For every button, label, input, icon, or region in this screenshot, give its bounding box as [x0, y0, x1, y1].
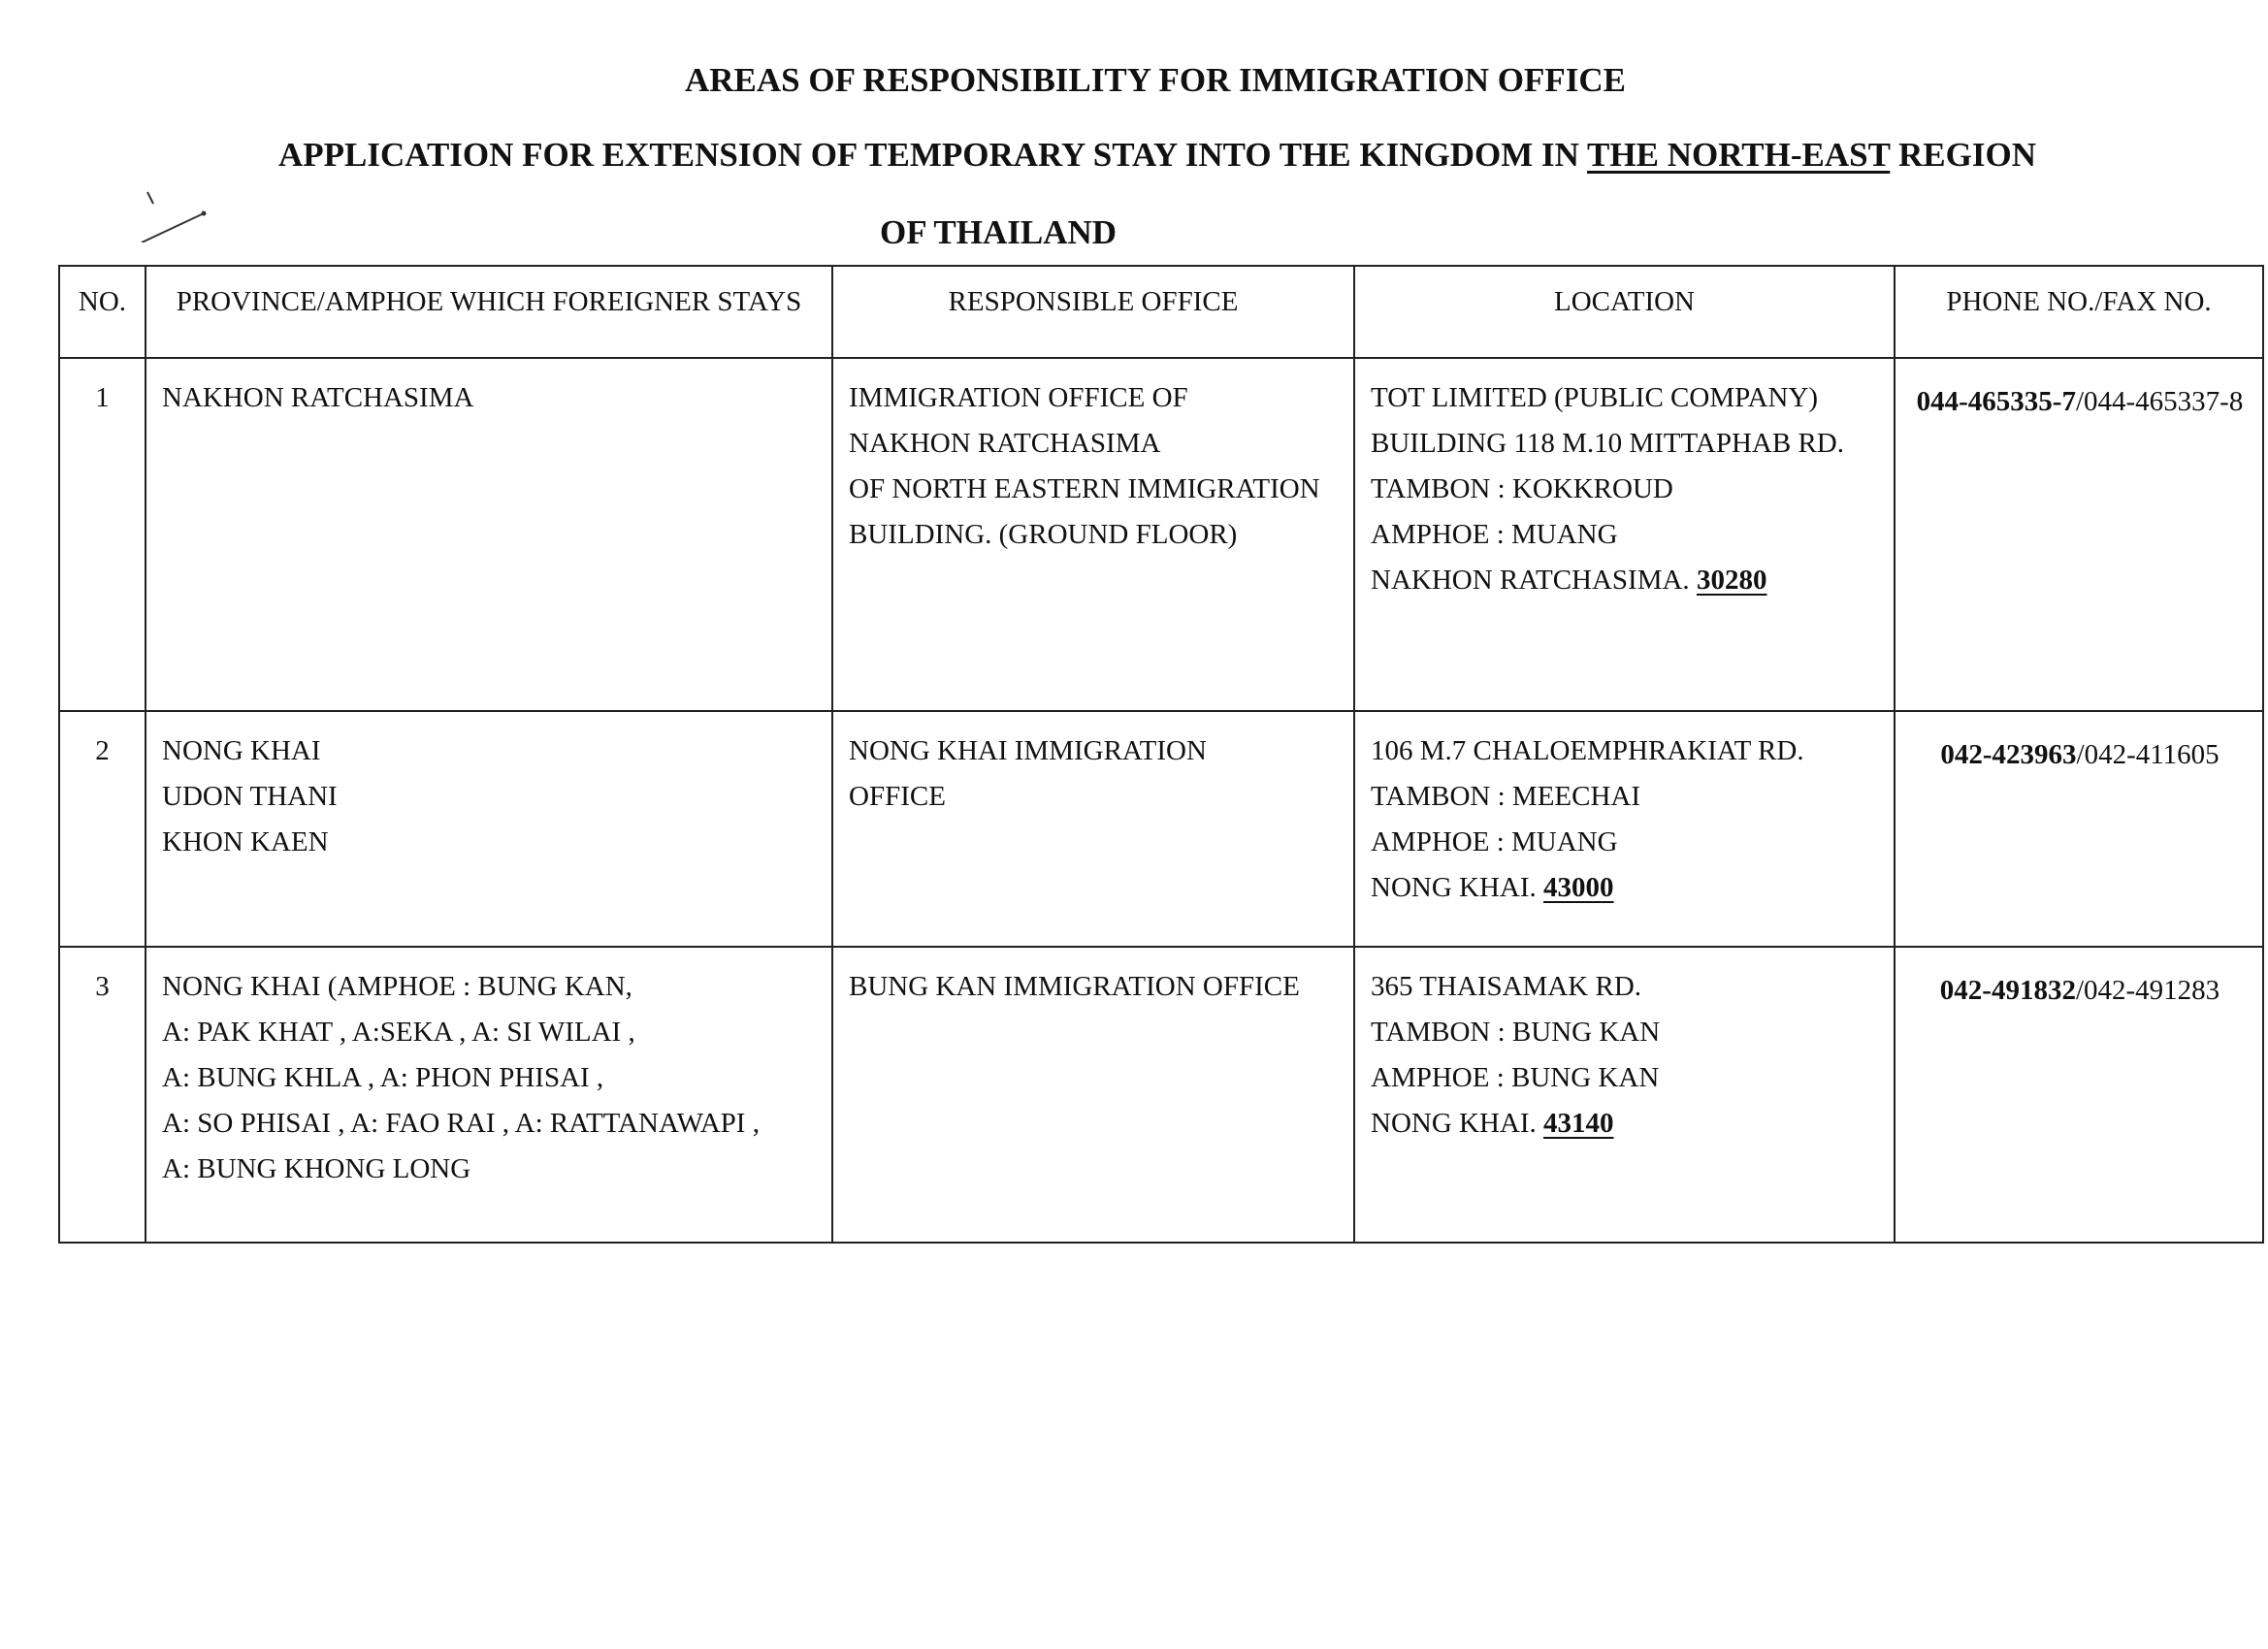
phone-number: 044-465335-7 — [1916, 386, 2076, 417]
province-line: KHON KAEN — [162, 826, 329, 857]
location-line — [1371, 858, 1880, 918]
document-title: AREAS OF RESPONSIBILITY FOR IMMIGRATION OFFICE — [684, 61, 1627, 99]
office-line: IMMIGRATION OFFICE OF — [849, 382, 1188, 413]
province-cell — [146, 711, 832, 947]
location-line: AMPHOE : BUNG KAN — [1371, 1062, 1660, 1093]
location-line: TOT LIMITED (PUBLIC COMPANY) — [1371, 382, 1819, 413]
office-line: NONG KHAI IMMIGRATION — [849, 735, 1207, 766]
row-number: 3 — [59, 947, 146, 1243]
province-line: A: SO PHISAI , A: FAO RAI , A: RATTANAWAPI , — [162, 1108, 760, 1139]
office-line: NAKHON RATCHASIMA — [849, 428, 1161, 459]
province-line: A: PAK KHAT , A:SEKA , A: SI WILAI , — [162, 1017, 635, 1048]
header-office: RESPONSIBLE OFFICE — [832, 266, 1354, 358]
office-line: BUILDING. (GROUND FLOOR) — [849, 519, 1238, 550]
province-cell — [146, 358, 832, 711]
province-line: NONG KHAI — [162, 735, 321, 766]
postcode: 43000 — [1543, 872, 1614, 903]
fax-number: /044-465337-8 — [2075, 386, 2244, 417]
location-cell — [1354, 947, 1895, 1243]
postcode: 30280 — [1696, 565, 1767, 596]
location-city: NAKHON RATCHASIMA. — [1371, 565, 1697, 596]
province-line: NAKHON RATCHASIMA — [162, 382, 474, 413]
immigration-office-table — [58, 265, 2264, 1244]
subtitle-prefix: APPLICATION FOR EXTENSION OF TEMPORARY STAY INTO THE KINGDOM IN — [277, 136, 1588, 174]
location-city: NONG KHAI. — [1371, 1108, 1544, 1139]
location-line: 365 THAISAMAK RD. — [1371, 971, 1642, 1002]
location-city: NONG KHAI. — [1371, 872, 1544, 903]
row-number: 1 — [59, 358, 146, 711]
fax-number: /042-411605 — [2076, 739, 2219, 770]
phone-cell — [1895, 947, 2263, 1243]
location-line — [1371, 551, 1880, 610]
phone-cell — [1895, 358, 2263, 711]
office-cell — [832, 358, 1354, 711]
office-line: OFFICE — [849, 781, 946, 812]
location-line: TAMBON : BUNG KAN — [1371, 1017, 1661, 1048]
header-location: LOCATION — [1354, 266, 1895, 358]
office-cell — [832, 947, 1354, 1243]
location-line: 106 M.7 CHALOEMPHRAKIAT RD. — [1371, 735, 1804, 766]
location-line: BUILDING 118 M.10 MITTAPHAB RD. — [1371, 428, 1844, 459]
region-name-underlined: THE NORTH-EAST — [1587, 136, 1891, 174]
subtitle-suffix: REGION — [1890, 136, 2036, 174]
phone-cell — [1895, 711, 2263, 947]
location-line: TAMBON : MEECHAI — [1371, 781, 1641, 812]
header-no: NO. — [59, 266, 146, 358]
location-line: AMPHOE : MUANG — [1371, 519, 1618, 550]
phone-number: 042-491832 — [1939, 975, 2076, 1006]
table-header-row — [59, 266, 2263, 358]
location-cell — [1354, 711, 1895, 947]
table-row — [59, 358, 2263, 711]
table-row — [59, 947, 2263, 1243]
header-province: PROVINCE/AMPHOE WHICH FOREIGNER STAYS — [146, 266, 832, 358]
location-line: AMPHOE : MUANG — [1371, 826, 1618, 857]
phone-number: 042-423963 — [1940, 739, 2077, 770]
location-cell — [1354, 358, 1895, 711]
province-cell — [146, 947, 832, 1243]
office-line: OF NORTH EASTERN IMMIGRATION — [849, 473, 1320, 504]
office-line: BUNG KAN IMMIGRATION OFFICE — [849, 971, 1300, 1002]
document-subtitle — [23, 135, 2268, 176]
province-line: A: BUNG KHLA , A: PHON PHISAI , — [162, 1062, 604, 1093]
document-subtitle-continued: OF THAILAND — [879, 213, 1118, 251]
location-line: TAMBON : KOKKROUD — [1371, 473, 1673, 504]
province-line: NONG KHAI (AMPHOE : BUNG KAN, — [162, 971, 632, 1002]
province-line: A: BUNG KHONG LONG — [162, 1153, 471, 1184]
office-cell — [832, 711, 1354, 947]
header-phone: PHONE NO./FAX NO. — [1895, 266, 2263, 358]
province-line: UDON THANI — [162, 781, 338, 812]
postcode: 43140 — [1543, 1108, 1614, 1139]
table-row — [59, 711, 2263, 947]
row-number: 2 — [59, 711, 146, 947]
fax-number: /042-491283 — [2075, 975, 2220, 1006]
